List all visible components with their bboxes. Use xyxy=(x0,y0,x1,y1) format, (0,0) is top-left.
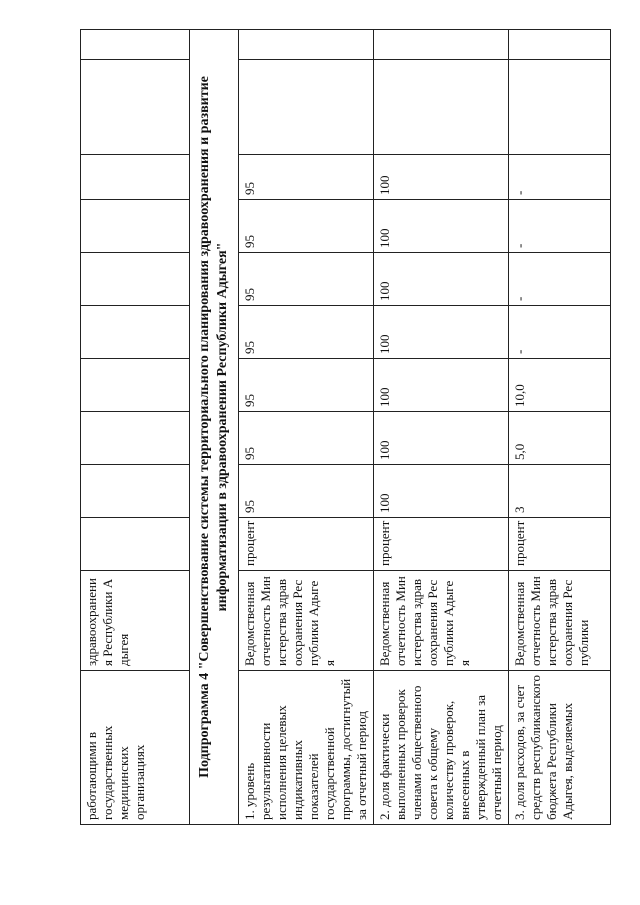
indicator-name-cell: 1. уровень результативности исполнения целевых индикативных показателей государственной программы, достигнутый за отчетный период xyxy=(239,671,374,825)
unit-cell xyxy=(81,518,190,571)
value-cell: - xyxy=(509,200,611,253)
value-cell: 100 xyxy=(374,359,509,412)
value-cell xyxy=(81,359,190,412)
value-cell xyxy=(81,200,190,253)
value-cell xyxy=(374,60,509,155)
value-cell: - xyxy=(509,306,611,359)
value-cell xyxy=(374,30,509,60)
value-cell: 5,0 xyxy=(509,412,611,465)
indicator-name-cell: 2. доля фактически выполненных проверок членами общественного совета к общему количеству проверок, внесенных в утвержденный план за отчетный период xyxy=(374,671,509,825)
table-row xyxy=(81,30,190,825)
indicator-name-cell: работающими в государственных медицинских организациях xyxy=(81,671,190,825)
unit-cell: процент xyxy=(374,518,509,571)
value-cell: 95 xyxy=(239,253,374,306)
value-cell xyxy=(81,253,190,306)
source-cell: здравоохранения Республики Адыгея xyxy=(81,571,190,671)
value-cell xyxy=(239,30,374,60)
value-cell: - xyxy=(509,155,611,200)
value-cell xyxy=(81,306,190,359)
value-cell: 95 xyxy=(239,306,374,359)
value-cell: 100 xyxy=(374,200,509,253)
subprogram-title: Подпрограмма 4 "Совершенствование системы территориального планирования здравоохранения и развитие информатизации в здравоохранении Республики Адыгея" xyxy=(190,30,239,825)
value-cell: 100 xyxy=(374,465,509,518)
indicators-table xyxy=(80,29,611,825)
value-cell xyxy=(509,30,611,60)
value-cell xyxy=(509,60,611,155)
value-cell: 95 xyxy=(239,465,374,518)
value-cell xyxy=(81,465,190,518)
value-cell: 100 xyxy=(374,412,509,465)
value-cell: 100 xyxy=(374,155,509,200)
table-row xyxy=(374,30,509,825)
table-row xyxy=(509,30,611,825)
value-cell: 10,0 xyxy=(509,359,611,412)
source-cell: Ведомственная отчетность Министерства здравоохранения Республики Адыгея xyxy=(374,571,509,671)
unit-cell: процент xyxy=(509,518,611,571)
rotated-page xyxy=(80,76,591,825)
value-cell: 95 xyxy=(239,359,374,412)
value-cell xyxy=(81,30,190,60)
value-cell: 95 xyxy=(239,200,374,253)
indicator-name-cell: 3. доля расходов, за счет средств республиканского бюджета Республики Адыгея, выделяемых xyxy=(509,671,611,825)
subprogram-heading-row xyxy=(190,30,239,825)
value-cell xyxy=(81,60,190,155)
value-cell: - xyxy=(509,253,611,306)
source-cell: Ведомственная отчетность Министерства здравоохранения Республики Адыгея xyxy=(239,571,374,671)
value-cell xyxy=(81,412,190,465)
value-cell: 95 xyxy=(239,155,374,200)
value-cell: 100 xyxy=(374,253,509,306)
value-cell xyxy=(239,60,374,155)
table-row xyxy=(239,30,374,825)
source-cell: Ведомственная отчетность Министерства здравоохранения Республики xyxy=(509,571,611,671)
value-cell xyxy=(81,155,190,200)
value-cell: 95 xyxy=(239,412,374,465)
value-cell: 100 xyxy=(374,306,509,359)
value-cell: 3 xyxy=(509,465,611,518)
unit-cell: процент xyxy=(239,518,374,571)
